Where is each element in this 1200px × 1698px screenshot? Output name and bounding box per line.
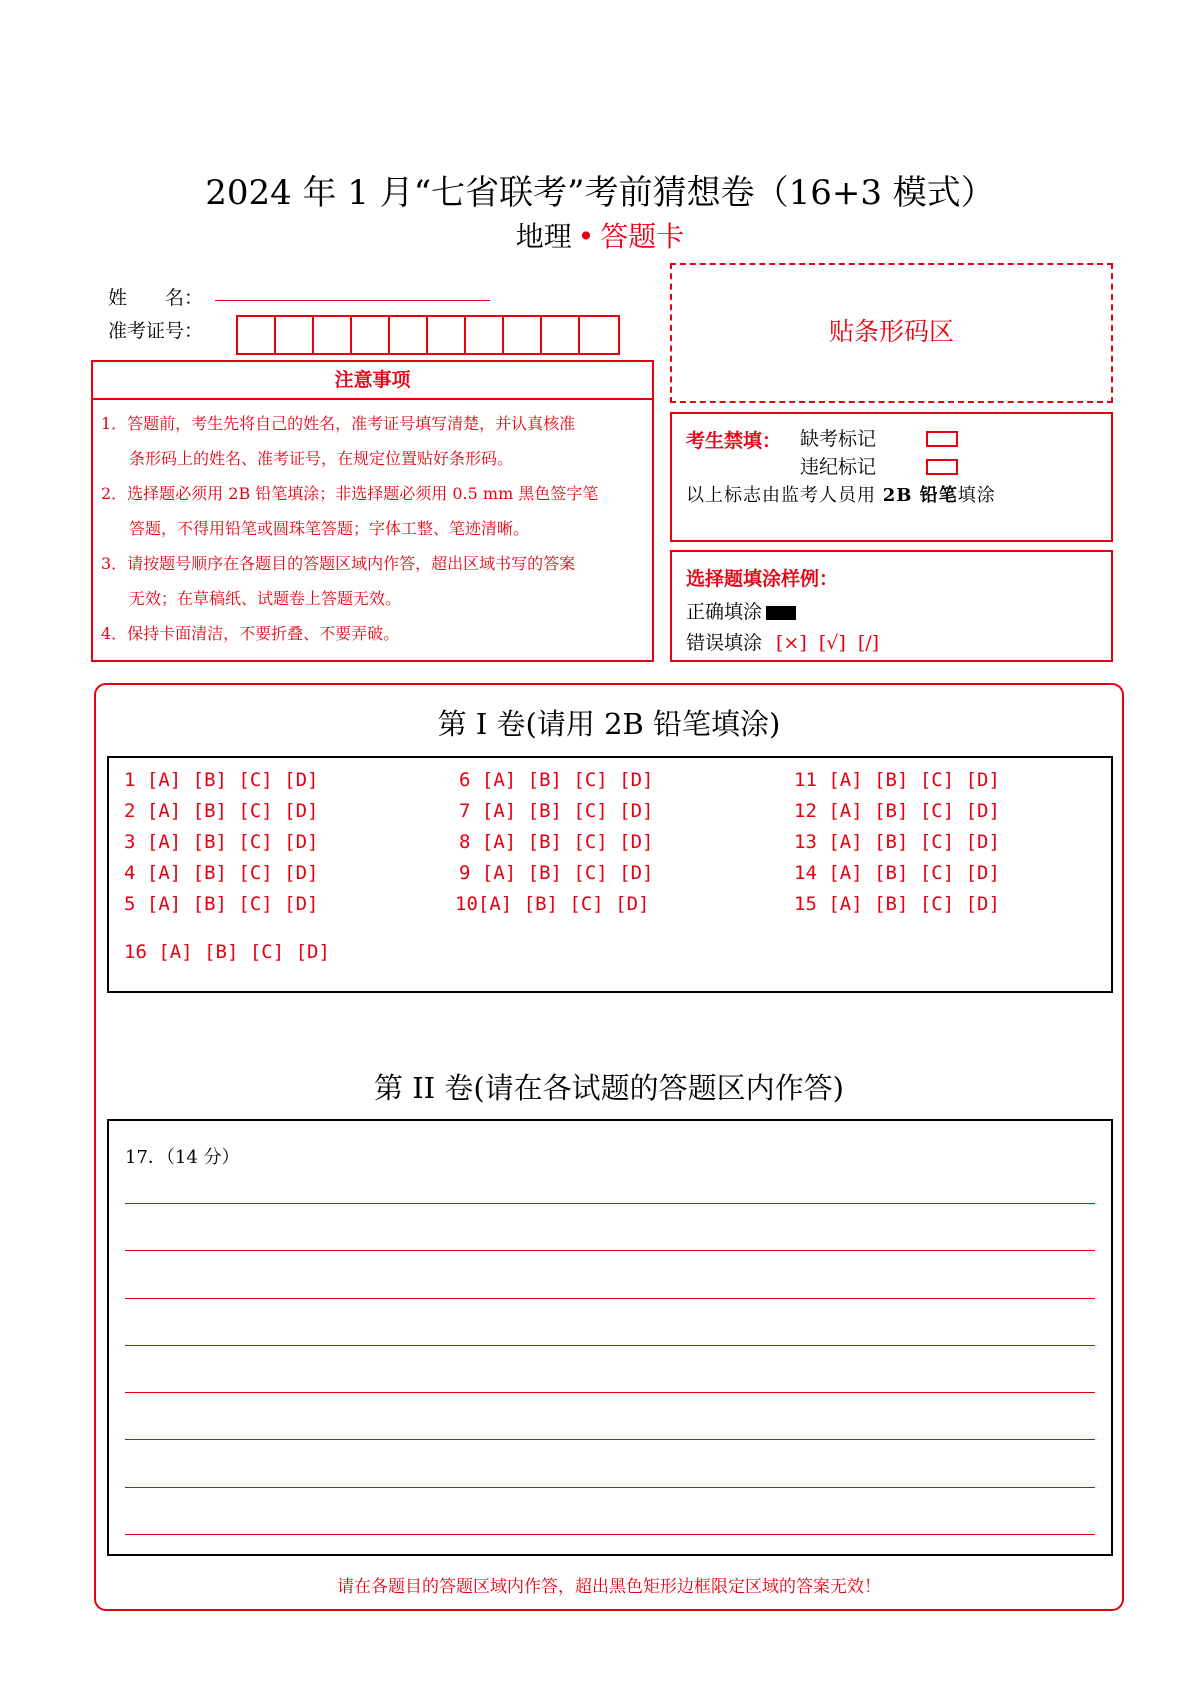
id-digit-box[interactable] bbox=[390, 317, 428, 353]
subject-label: 地理 bbox=[515, 220, 572, 253]
forbid-note-bold: 2B 铅笔 bbox=[882, 485, 958, 506]
answer-line[interactable] bbox=[125, 1392, 1095, 1393]
forbid-note-prefix: 以上标志由监考人员用 bbox=[686, 485, 883, 506]
mc-question[interactable]: 3 [A] [B] [C] [D] bbox=[124, 831, 319, 853]
correct-fill-label: 正确填涂 bbox=[686, 601, 763, 623]
mc-question[interactable]: 12 [A] [B] [C] [D] bbox=[794, 800, 1000, 822]
forbid-label: 考生禁填： bbox=[686, 430, 782, 452]
mc-question[interactable]: 13 [A] [B] [C] [D] bbox=[794, 831, 1000, 853]
wrong-fill-row bbox=[686, 628, 879, 655]
mc-question[interactable]: 1 [A] [B] [C] [D] bbox=[124, 769, 319, 791]
mc-question[interactable]: 6 [A] [B] [C] [D] bbox=[459, 769, 654, 791]
notice-title: 注意事项 bbox=[93, 362, 652, 400]
answer-line[interactable] bbox=[125, 1487, 1095, 1488]
answer-line[interactable] bbox=[125, 1298, 1095, 1299]
wrong-fill-label: 错误填涂 bbox=[686, 632, 763, 654]
section1-title: 第 I 卷(请用 2B 铅笔填涂) bbox=[437, 707, 781, 741]
mc-question[interactable]: 8 [A] [B] [C] [D] bbox=[459, 831, 654, 853]
notice-item: 条形码上的姓名、准考证号，在规定位置贴好条形码。 bbox=[129, 449, 514, 468]
forbid-note bbox=[686, 481, 996, 507]
answer-line[interactable] bbox=[125, 1203, 1095, 1204]
id-digit-box[interactable] bbox=[314, 317, 352, 353]
separator-dot: • bbox=[577, 220, 595, 253]
question-17-label: 17．（14 分） bbox=[125, 1147, 240, 1168]
violation-mark-label: 违纪标记 bbox=[800, 456, 877, 478]
absent-mark-label: 缺考标记 bbox=[800, 428, 877, 450]
barcode-area: 贴条形码区 bbox=[670, 263, 1113, 403]
mc-question[interactable]: 2 [A] [B] [C] [D] bbox=[124, 800, 319, 822]
id-digit-box[interactable] bbox=[276, 317, 314, 353]
notice-item: 2．选择题必须用 2B 铅笔填涂；非选择题必须用 0.5 mm 黑色签字笔 bbox=[101, 484, 599, 503]
mc-question[interactable]: 15 [A] [B] [C] [D] bbox=[794, 893, 1000, 915]
id-digit-box[interactable] bbox=[580, 317, 618, 353]
multiple-choice-box bbox=[107, 756, 1113, 993]
mc-question[interactable]: 14 [A] [B] [C] [D] bbox=[794, 862, 1000, 884]
mc-question[interactable]: 7 [A] [B] [C] [D] bbox=[459, 800, 654, 822]
notice-list bbox=[93, 400, 652, 651]
sample-title: 选择题填涂样例： bbox=[686, 568, 839, 590]
id-digit-box[interactable] bbox=[238, 317, 276, 353]
notice-item: 3．请按题号顺序在各题目的答题区域内作答，超出区域书写的答案 bbox=[101, 554, 576, 573]
mc-question[interactable]: 4 [A] [B] [C] [D] bbox=[124, 862, 319, 884]
footer-note: 请在各题目的答题区域内作答，超出黑色矩形边框限定区域的答案无效！ bbox=[337, 1577, 881, 1597]
forbid-note-suffix: 填涂 bbox=[957, 485, 996, 506]
id-digit-box[interactable] bbox=[428, 317, 466, 353]
written-answer-box[interactable] bbox=[107, 1119, 1113, 1556]
name-label: 姓 名： bbox=[108, 287, 204, 309]
mc-question[interactable]: 10[A] [B] [C] [D] bbox=[455, 893, 650, 915]
absent-mark-box[interactable] bbox=[926, 428, 958, 447]
wrong-fill-examples: [×] [√] [/] bbox=[776, 632, 880, 654]
id-digit-box[interactable] bbox=[504, 317, 542, 353]
name-field[interactable] bbox=[215, 300, 490, 301]
filled-block-icon bbox=[766, 606, 796, 620]
mc-question[interactable]: 16 [A] [B] [C] [D] bbox=[124, 941, 330, 963]
notice-panel bbox=[91, 360, 654, 662]
notice-item: 无效；在草稿纸、试题卷上答题无效。 bbox=[129, 589, 402, 608]
subtitle bbox=[0, 215, 1200, 255]
mc-question[interactable]: 11 [A] [B] [C] [D] bbox=[794, 769, 1000, 791]
id-number-boxes[interactable] bbox=[236, 315, 620, 355]
fill-sample-panel bbox=[670, 550, 1113, 662]
mc-question[interactable]: 5 [A] [B] [C] [D] bbox=[124, 893, 319, 915]
section2-title: 第 II 卷(请在各试题的答题区内作答) bbox=[374, 1071, 844, 1105]
id-digit-box[interactable] bbox=[466, 317, 504, 353]
card-type-label: 答题卡 bbox=[600, 220, 685, 253]
notice-item: 4．保持卡面清洁，不要折叠、不要弄破。 bbox=[101, 624, 400, 643]
answer-line[interactable] bbox=[125, 1345, 1095, 1346]
mc-question[interactable]: 9 [A] [B] [C] [D] bbox=[459, 862, 654, 884]
exam-title: 2024 年 1 月“七省联考”考前猜想卷（16+3 模式） bbox=[205, 173, 995, 213]
notice-item: 答题，不得用铅笔或圆珠笔答题；字体工整、笔迹清晰。 bbox=[129, 519, 530, 538]
id-digit-box[interactable] bbox=[352, 317, 390, 353]
id-digit-box[interactable] bbox=[542, 317, 580, 353]
notice-item: 1．答题前，考生先将自己的姓名，准考证号填写清楚，并认真核准 bbox=[101, 414, 576, 433]
violation-mark-box[interactable] bbox=[926, 456, 958, 475]
correct-fill-row bbox=[686, 597, 796, 624]
forbidden-fill-panel bbox=[670, 412, 1113, 542]
id-label: 准考证号： bbox=[108, 320, 204, 342]
answer-line[interactable] bbox=[125, 1534, 1095, 1535]
answer-line[interactable] bbox=[125, 1439, 1095, 1440]
answer-line[interactable] bbox=[125, 1250, 1095, 1251]
